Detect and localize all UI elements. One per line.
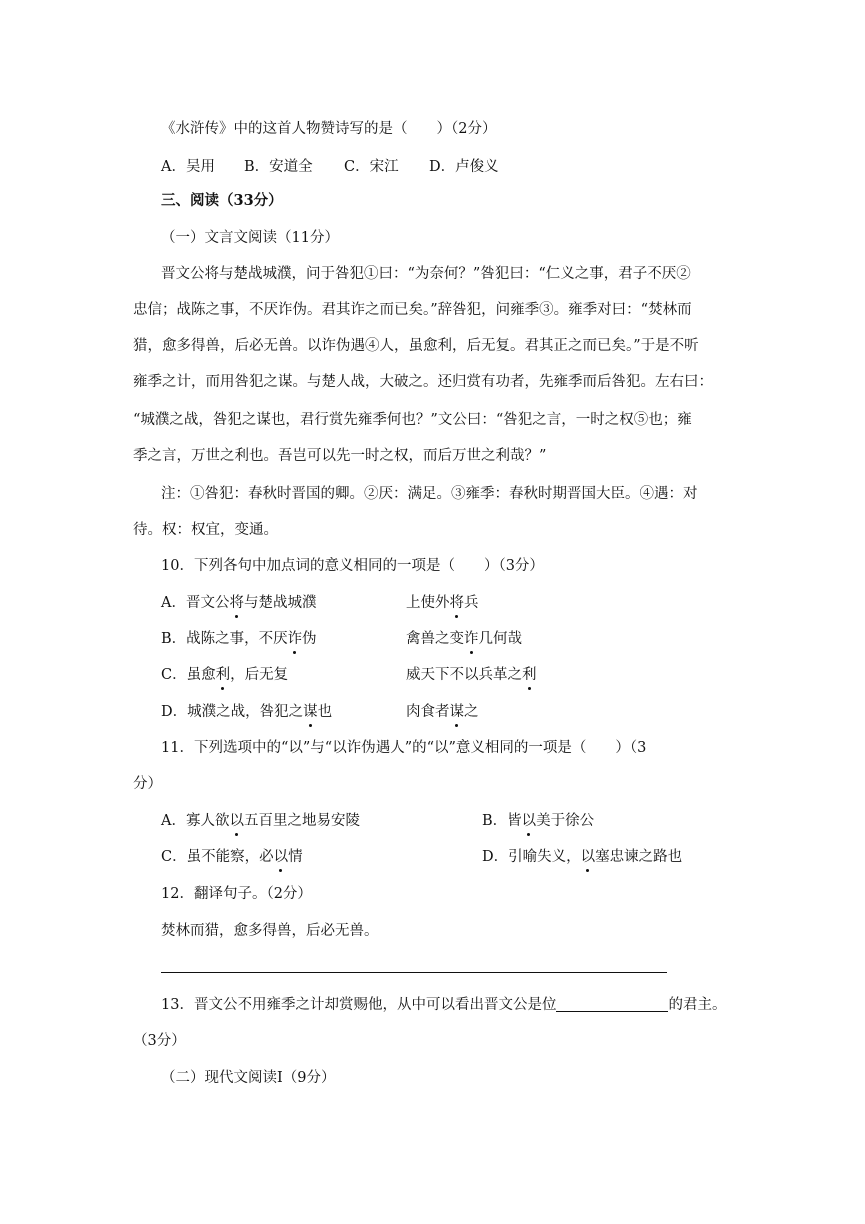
- q12-stem: 12．翻译句子。（2分）: [161, 886, 312, 902]
- q10-stem: 10．下列各句中加点词的意义相同的一项是（ ）（3分）: [161, 558, 544, 574]
- dotted-char: 以: [521, 813, 537, 829]
- q10-option-d-right: 肉食者谋之: [406, 704, 479, 720]
- section-title: 三、阅读（33分）: [161, 192, 283, 209]
- q10-option-a-right: 上使外将兵: [406, 595, 479, 611]
- passage-line: 忠信；战陈之事，不厌诈伪。君其诈之而已矣。”辞咎犯，问雍季③。雍季对曰：“焚林而: [133, 302, 692, 318]
- passage-line: “城濮之战，咎犯之谋也，君行赏先雍季何也？”文公曰：“咎犯之言，一时之权⑤也；雍: [133, 412, 692, 428]
- dotted-char: 谋: [449, 704, 464, 720]
- q10-option-b-right: 禽兽之变诈几何哉: [406, 631, 522, 647]
- notes-line: 待。权：权宜，变通。: [133, 522, 278, 538]
- dotted-char: 将: [449, 595, 464, 611]
- q10-option-b-left: B．战陈之事，不厌诈伪: [161, 631, 317, 647]
- q11-option-a: A．寡人欲以五百里之地易安陵: [161, 813, 360, 829]
- passage-line: 晋文公将与楚战城濮，问于咎犯①曰：“为奈何？”咎犯曰：“仁义之事，君子不厌②: [161, 266, 691, 282]
- q10-option-d-left: D．城濮之战，咎犯之谋也: [161, 704, 333, 720]
- q11-option-c: C．虽不能察，必以情: [161, 849, 303, 865]
- q10-option-c-left: C．虽愈利，后无复: [161, 667, 289, 683]
- fill-in-blank[interactable]: [556, 995, 668, 1012]
- q9-option-c: C．宋江: [344, 159, 399, 175]
- dotted-char: 谋: [303, 704, 318, 720]
- q13-score: （3分）: [133, 1033, 186, 1049]
- dotted-char: 诈: [464, 631, 479, 647]
- passage-line: 猎，愈多得兽，后必无兽。以诈伪遇④人，虽愈利，后无复。君其正之而已矣。”于是不听: [133, 338, 699, 354]
- dotted-char: 以: [273, 849, 289, 865]
- q11-stem-cont: 分）: [133, 776, 162, 792]
- dotted-char: 利: [522, 667, 537, 683]
- q9-option-d: D．卢俊义: [429, 159, 499, 175]
- q9-stem: 《水浒传》中的这首人物赞诗写的是（ ）（2分）: [161, 121, 497, 137]
- q11-stem: 11．下列选项中的“以”与“以诈伪遇人”的“以”意义相同的一项是（ ）（3: [161, 740, 647, 756]
- q10-option-a-left: A．晋文公将与楚战城濮: [161, 595, 317, 611]
- q9-option-b: B．安道全: [244, 159, 313, 175]
- q11-option-b: B．皆以美于徐公: [482, 813, 595, 829]
- q10-option-c-right: 威天下不以兵革之利: [406, 667, 537, 683]
- notes-line: 注：①咎犯：春秋时晋国的卿。②厌：满足。③雍季：春秋时期晋国大臣。④遇：对: [161, 486, 698, 502]
- dotted-char: 将: [229, 595, 244, 611]
- dotted-char: 以: [229, 813, 244, 829]
- part2-title: （二）现代文阅读Ⅰ（9分）: [161, 1070, 336, 1086]
- dotted-char: 诈: [287, 631, 303, 647]
- passage-line: 季之言，万世之利也。吾岂可以先一时之权，而后万世之利哉？”: [133, 448, 547, 464]
- answer-line[interactable]: [161, 972, 667, 973]
- dotted-char: 以: [580, 849, 596, 865]
- q9-option-a: A．吴用: [161, 159, 215, 175]
- part1-title: （一）文言文阅读（11分）: [161, 230, 339, 246]
- q13-stem: 13．晋文公不用雍季之计却赏赐他，从中可以看出晋文公是位 的君主。: [161, 997, 727, 1013]
- passage-line: 雍季之计，而用咎犯之谋。与楚人战，大破之。还归赏有功者，先雍季而后咎犯。左右曰：: [133, 374, 713, 390]
- dotted-char: 利: [215, 667, 231, 683]
- q12-sentence: 焚林而猎，愈多得兽，后必无兽。: [161, 923, 379, 939]
- q11-option-d: D．引喻失义，以塞忠谏之路也: [482, 849, 683, 865]
